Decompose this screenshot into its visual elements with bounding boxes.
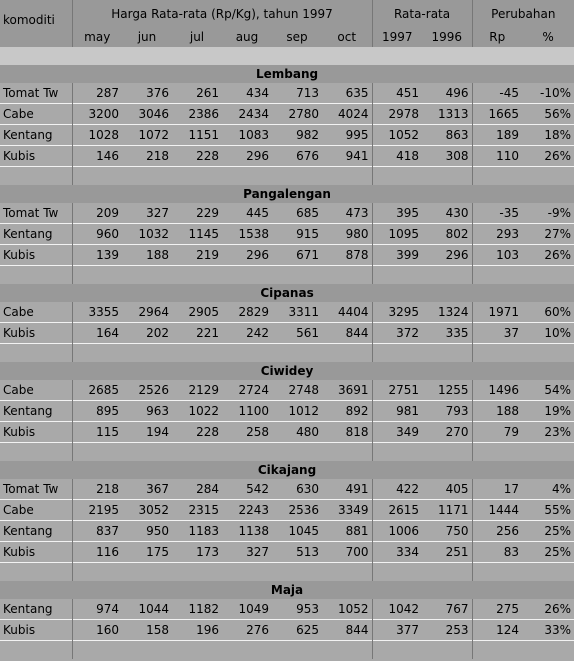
- value-cell: 1971: [472, 302, 522, 323]
- value-cell: 251: [422, 542, 472, 563]
- value-cell: 261: [196, 86, 219, 100]
- value-cell: 287: [72, 83, 122, 104]
- value-cell: 700: [322, 542, 372, 563]
- value-cell: 1313: [422, 104, 472, 125]
- region-header: [0, 65, 574, 83]
- value-cell: 1022: [172, 401, 222, 422]
- value-cell: 376: [146, 86, 169, 100]
- value-cell: 434: [246, 86, 269, 100]
- value-cell: 296: [222, 146, 272, 167]
- value-cell: 2129: [188, 383, 219, 397]
- value-cell: 10%: [522, 323, 574, 344]
- value-cell: 480: [272, 422, 322, 443]
- value-cell: 2434: [222, 104, 272, 125]
- value-cell: 229: [196, 206, 219, 220]
- value-cell: 941: [322, 146, 372, 167]
- value-cell: 2195: [72, 500, 122, 521]
- value-cell: 2526: [138, 383, 169, 397]
- table-row: [0, 245, 574, 266]
- value-cell: 327: [222, 542, 272, 563]
- value-cell: -45: [472, 83, 522, 104]
- value-cell: 3311: [288, 305, 319, 319]
- commodity-cell: Kubis: [0, 245, 72, 266]
- perubahan-title: Perubahan: [472, 0, 574, 27]
- value-cell: 2780: [272, 104, 322, 125]
- table-row: [0, 146, 574, 167]
- table-row: [0, 500, 574, 521]
- value-cell: 188: [472, 401, 522, 422]
- value-cell: 367: [146, 482, 169, 496]
- value-cell: 3691: [337, 383, 369, 397]
- value-cell: 892: [322, 401, 372, 422]
- value-cell: 1095: [372, 224, 422, 245]
- commodity-cell: Tomat Tw: [3, 206, 59, 220]
- value-cell: 256: [472, 521, 522, 542]
- value-cell: 561: [272, 323, 322, 344]
- value-cell: 430: [445, 206, 469, 220]
- table-row: [0, 422, 574, 443]
- value-cell: 982: [272, 125, 322, 146]
- value-cell: 625: [272, 620, 322, 641]
- month-header: may: [72, 27, 122, 47]
- value-cell: 228: [172, 422, 222, 443]
- value-cell: 1012: [272, 401, 322, 422]
- table-row: [0, 203, 574, 224]
- value-cell: 124: [472, 620, 522, 641]
- value-cell: 1182: [188, 602, 219, 616]
- value-cell: 194: [122, 422, 172, 443]
- region-header: [0, 581, 574, 599]
- value-cell: 327: [146, 206, 169, 220]
- value-cell: 418: [372, 146, 422, 167]
- value-cell: 1028: [72, 125, 122, 146]
- table-row: [0, 380, 574, 401]
- value-cell: 218: [122, 146, 172, 167]
- commodity-cell: Cabe: [3, 383, 34, 397]
- table-row: [0, 542, 574, 563]
- value-cell: 334: [372, 542, 422, 563]
- value-cell: 445: [246, 206, 269, 220]
- komoditi-header: komoditi: [0, 0, 72, 27]
- value-cell: 1255: [437, 383, 469, 397]
- commodity-cell: Kentang: [0, 224, 72, 245]
- commodity-cell: Cabe: [3, 305, 34, 319]
- value-cell: 1151: [172, 125, 222, 146]
- change-header: Rp: [472, 27, 522, 47]
- table-row: [0, 620, 574, 641]
- value-cell: 496: [445, 86, 469, 100]
- value-cell: 630: [296, 482, 319, 496]
- value-cell: 1049: [238, 602, 269, 616]
- value-cell: 995: [322, 125, 372, 146]
- value-cell: 26%: [522, 146, 574, 167]
- commodity-cell: Kubis: [0, 422, 72, 443]
- change-header: %: [522, 27, 574, 47]
- spacer-row: [0, 167, 574, 186]
- value-cell: 308: [422, 146, 472, 167]
- value-cell: 25%: [522, 521, 574, 542]
- value-cell: 275: [472, 599, 522, 620]
- value-cell: 818: [322, 422, 372, 443]
- year-header: 1997: [372, 27, 422, 47]
- value-cell: 1183: [172, 521, 222, 542]
- value-cell: 55%: [522, 500, 574, 521]
- value-cell: 349: [372, 422, 422, 443]
- value-cell: 139: [72, 245, 122, 266]
- commodity-cell: Kubis: [0, 620, 72, 641]
- value-cell: 270: [422, 422, 472, 443]
- value-cell: 146: [72, 146, 122, 167]
- region-name: Ciwidey: [0, 362, 574, 380]
- value-cell: 221: [172, 323, 222, 344]
- harga-title: Harga Rata-rata (Rp/Kg), tahun 1997: [72, 0, 372, 27]
- value-cell: 713: [296, 86, 319, 100]
- value-cell: 1052: [372, 125, 422, 146]
- value-cell: 37: [472, 323, 522, 344]
- value-cell: 1044: [138, 602, 169, 616]
- value-cell: 218: [72, 479, 122, 500]
- value-cell: 2536: [272, 500, 322, 521]
- value-cell: 1538: [222, 224, 272, 245]
- value-cell: 202: [122, 323, 172, 344]
- value-cell: 837: [72, 521, 122, 542]
- value-cell: 4404: [337, 305, 369, 319]
- commodity-cell: Kubis: [0, 323, 72, 344]
- value-cell: 115: [72, 422, 122, 443]
- commodity-cell: Kubis: [0, 542, 72, 563]
- value-cell: 1042: [372, 599, 422, 620]
- value-cell: 1006: [372, 521, 422, 542]
- value-cell: 4024: [322, 104, 372, 125]
- table-row: [0, 125, 574, 146]
- region-header: [0, 284, 574, 302]
- value-cell: 196: [172, 620, 222, 641]
- spacer-row: [0, 266, 574, 285]
- value-cell: 1052: [337, 602, 369, 616]
- value-cell: 1171: [422, 500, 472, 521]
- value-cell: 164: [72, 323, 122, 344]
- value-cell: 2829: [238, 305, 269, 319]
- value-cell: 767: [445, 602, 469, 616]
- table-row: [0, 401, 574, 422]
- value-cell: 160: [72, 620, 122, 641]
- value-cell: 671: [272, 245, 322, 266]
- value-cell: 802: [422, 224, 472, 245]
- region-header: [0, 461, 574, 479]
- table-row: [0, 302, 574, 323]
- value-cell: 3355: [72, 302, 122, 323]
- table-row: [0, 83, 574, 104]
- commodity-cell: Kentang: [0, 401, 72, 422]
- month-header: jun: [122, 27, 172, 47]
- subheader-row: [0, 27, 574, 47]
- value-cell: 27%: [522, 224, 574, 245]
- value-cell: -9%: [547, 206, 572, 220]
- commodity-cell: Cabe: [0, 104, 72, 125]
- value-cell: 335: [422, 323, 472, 344]
- value-cell: 513: [272, 542, 322, 563]
- value-cell: 844: [322, 620, 372, 641]
- value-cell: 676: [272, 146, 322, 167]
- value-cell: 422: [372, 479, 422, 500]
- value-cell: 2615: [372, 500, 422, 521]
- value-cell: 405: [445, 482, 469, 496]
- value-cell: 2724: [238, 383, 269, 397]
- region-header: [0, 362, 574, 380]
- value-cell: 981: [372, 401, 422, 422]
- rata-title: Rata-rata: [372, 0, 472, 27]
- value-cell: 284: [196, 482, 219, 496]
- value-cell: 18%: [522, 125, 574, 146]
- value-cell: 19%: [522, 401, 574, 422]
- value-cell: 953: [296, 602, 319, 616]
- value-cell: 79: [472, 422, 522, 443]
- value-cell: 1083: [222, 125, 272, 146]
- value-cell: 1045: [272, 521, 322, 542]
- value-cell: 1072: [122, 125, 172, 146]
- value-cell: 258: [222, 422, 272, 443]
- value-cell: 173: [172, 542, 222, 563]
- value-cell: 209: [72, 203, 122, 224]
- region-name: Pangalengan: [0, 185, 574, 203]
- table-row: [0, 479, 574, 500]
- value-cell: 980: [322, 224, 372, 245]
- value-cell: 253: [422, 620, 472, 641]
- spacer-row: [0, 563, 574, 582]
- value-cell: 635: [345, 86, 369, 100]
- value-cell: 1665: [472, 104, 522, 125]
- value-cell: 4%: [552, 482, 572, 496]
- value-cell: 377: [372, 620, 422, 641]
- commodity-cell: Tomat Tw: [3, 86, 59, 100]
- year-header: 1996: [422, 27, 472, 47]
- value-cell: 23%: [522, 422, 574, 443]
- value-cell: 895: [72, 401, 122, 422]
- value-cell: 881: [322, 521, 372, 542]
- value-cell: 451: [372, 83, 422, 104]
- value-cell: 242: [222, 323, 272, 344]
- blank-header: [0, 27, 72, 47]
- value-cell: 2905: [188, 305, 219, 319]
- value-cell: 1444: [472, 500, 522, 521]
- value-cell: 399: [372, 245, 422, 266]
- value-cell: -35: [472, 203, 522, 224]
- value-cell: 17: [472, 479, 522, 500]
- value-cell: -10%: [540, 86, 572, 100]
- value-cell: 2964: [138, 305, 169, 319]
- value-cell: 2978: [372, 104, 422, 125]
- value-cell: 685: [296, 206, 319, 220]
- value-cell: 1324: [437, 305, 469, 319]
- commodity-cell: Tomat Tw: [3, 482, 59, 496]
- table-row: [0, 521, 574, 542]
- value-cell: 473: [345, 206, 369, 220]
- value-cell: 296: [222, 245, 272, 266]
- commodity-cell: Kentang: [0, 125, 72, 146]
- month-header: jul: [172, 27, 222, 47]
- month-header: oct: [322, 27, 372, 47]
- table-row: [0, 599, 574, 620]
- value-cell: 2386: [172, 104, 222, 125]
- value-cell: 960: [72, 224, 122, 245]
- value-cell: 116: [72, 542, 122, 563]
- value-cell: 293: [472, 224, 522, 245]
- spacer-row: [0, 443, 574, 462]
- value-cell: 54%: [544, 383, 572, 397]
- region-name: Maja: [0, 581, 574, 599]
- value-cell: 189: [472, 125, 522, 146]
- commodity-cell: Cabe: [0, 500, 72, 521]
- value-cell: 228: [172, 146, 222, 167]
- value-cell: 219: [172, 245, 222, 266]
- spacer-row: [0, 641, 574, 660]
- value-cell: 33%: [522, 620, 574, 641]
- value-cell: 83: [472, 542, 522, 563]
- value-cell: 276: [222, 620, 272, 641]
- value-cell: 1145: [172, 224, 222, 245]
- value-cell: 963: [122, 401, 172, 422]
- value-cell: 175: [122, 542, 172, 563]
- value-cell: 2685: [72, 380, 122, 401]
- value-cell: 1032: [122, 224, 172, 245]
- separator-row: [0, 47, 574, 65]
- region-name: Cipanas: [0, 284, 574, 302]
- value-cell: 915: [272, 224, 322, 245]
- value-cell: 3052: [122, 500, 172, 521]
- region-header: [0, 185, 574, 203]
- value-cell: 296: [422, 245, 472, 266]
- value-cell: 2315: [172, 500, 222, 521]
- spacer-row: [0, 344, 574, 363]
- value-cell: 950: [122, 521, 172, 542]
- value-cell: 3200: [72, 104, 122, 125]
- value-cell: 863: [422, 125, 472, 146]
- value-cell: 395: [372, 203, 422, 224]
- value-cell: 2751: [372, 380, 422, 401]
- value-cell: 844: [322, 323, 372, 344]
- value-cell: 750: [422, 521, 472, 542]
- value-cell: 491: [345, 482, 369, 496]
- value-cell: 188: [122, 245, 172, 266]
- value-cell: 26%: [544, 602, 572, 616]
- region-name: Lembang: [0, 65, 574, 83]
- value-cell: 103: [472, 245, 522, 266]
- value-cell: 542: [246, 482, 269, 496]
- value-cell: 25%: [522, 542, 574, 563]
- header-row: [0, 0, 574, 27]
- value-cell: 1138: [222, 521, 272, 542]
- table-row: [0, 224, 574, 245]
- value-cell: 3349: [322, 500, 372, 521]
- value-cell: 3046: [122, 104, 172, 125]
- commodity-cell: Kentang: [0, 521, 72, 542]
- value-cell: 2748: [288, 383, 319, 397]
- region-name: Cikajang: [0, 461, 574, 479]
- value-cell: 1496: [472, 380, 522, 401]
- value-cell: 2243: [222, 500, 272, 521]
- table-row: [0, 323, 574, 344]
- value-cell: 974: [72, 599, 122, 620]
- value-cell: 878: [322, 245, 372, 266]
- value-cell: 56%: [522, 104, 574, 125]
- value-cell: 793: [422, 401, 472, 422]
- value-cell: 26%: [522, 245, 574, 266]
- value-cell: 3295: [372, 302, 422, 323]
- value-cell: 158: [122, 620, 172, 641]
- month-header: sep: [272, 27, 322, 47]
- month-header: aug: [222, 27, 272, 47]
- commodity-cell: Kubis: [0, 146, 72, 167]
- table-row: [0, 104, 574, 125]
- value-cell: 110: [472, 146, 522, 167]
- value-cell: 372: [372, 323, 422, 344]
- value-cell: 1100: [222, 401, 272, 422]
- value-cell: 60%: [544, 305, 572, 319]
- commodity-cell: Kentang: [3, 602, 53, 616]
